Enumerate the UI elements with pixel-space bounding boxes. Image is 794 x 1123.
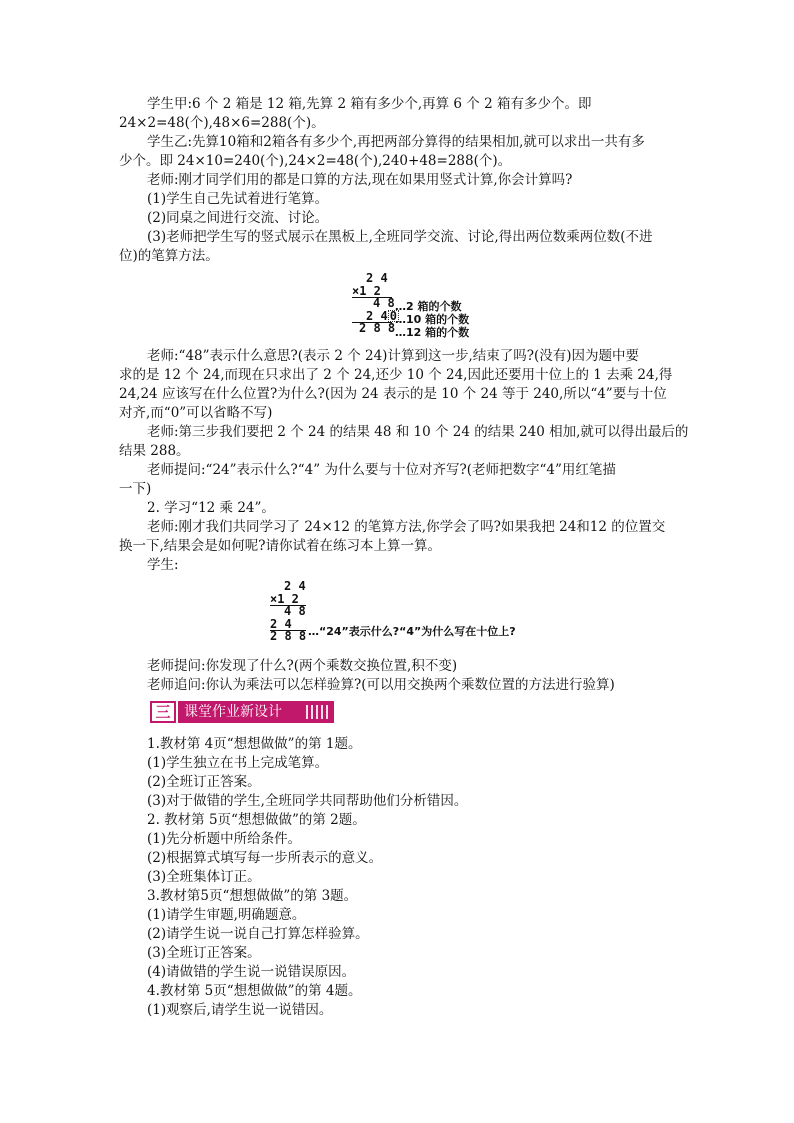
- paragraph-teacher-48-cont-3: 对齐,而“0”可以省略不写): [119, 405, 273, 421]
- section-number: 三: [150, 701, 176, 723]
- homework-item: (3)全班集体订正。: [147, 869, 261, 885]
- calc1-multiplicand: 2 4: [366, 271, 388, 285]
- homework-item: (4)请做错的学生说一说错误原因。: [147, 964, 356, 980]
- homework-item: 3.教材第5页“想想做做”的第 3题。: [147, 888, 358, 904]
- paragraph-teacher-asks: 老师提问:“24”表示什么?“4” 为什么要与十位对齐写?(老师把数字“4”用红笔描: [147, 462, 616, 478]
- vertical-calculation-2: [270, 580, 306, 643]
- calc2-multiplier: ×1 2: [270, 591, 299, 606]
- homework-item: 1.教材第 4页“想想做做”的第 1题。: [147, 736, 362, 752]
- homework-item: 4.教材第 5页“想想做做”的第 4题。: [147, 983, 362, 999]
- homework-item: (2)全班订正答案。: [147, 774, 261, 790]
- calc1-omitted-zero: 0: [389, 308, 397, 323]
- paragraph-student-b: 学生乙:先算10箱和2箱各有多少个,再把两部分算得的结果相加,就可以求出一共有多: [147, 134, 645, 150]
- homework-item: (3)全班订正答案。: [147, 945, 261, 961]
- paragraph-learn-12x24: 2. 学习“12 乘 24”。: [147, 500, 275, 516]
- calc2-multiplicand: 2 4: [284, 579, 306, 593]
- vertical-calculation-1: [352, 271, 397, 335]
- calc1-multiplier: ×1 2: [352, 283, 381, 298]
- paragraph-student-a-cont: 24×2=48(个),48×6=288(个)。: [119, 115, 325, 131]
- calc1-note-1: …2 箱的个数: [395, 300, 462, 313]
- paragraph-student-b-cont: 少个。即 24×10=240(个),24×2=48(个),240+48=288(个)。: [119, 153, 512, 169]
- paragraph-step-3-cont: 位)的笔算方法。: [119, 248, 219, 264]
- paragraph-teacher-48-cont-1: 求的是 12 个 24,而现在只求出了 2 个 24,还少 10 个 24,因此还要用十位上的 1 去乘 24,得: [119, 367, 673, 383]
- homework-item: 2. 教材第 5页“想想做做”的第 2题。: [147, 812, 366, 828]
- calc1-note-2: …10 箱的个数: [395, 313, 470, 326]
- paragraph-step-1: (1)学生自己先试着进行笔算。: [147, 191, 329, 207]
- paragraph-teacher-question: 老师:刚才同学们用的都是口算的方法,现在如果用竖式计算,你会计算吗?: [147, 172, 573, 188]
- paragraph-teacher-swap-cont: 换一下,结果会是如何呢?请你试着在练习本上算一算。: [119, 538, 442, 554]
- homework-item: (2)根据算式填写每一步所表示的意义。: [147, 850, 383, 866]
- paragraph-teacher-step3-cont: 结果 288。: [119, 443, 190, 459]
- paragraph-student-label: 学生:: [147, 557, 179, 573]
- paragraph-teacher-swap: 老师:刚才我们共同学习了 24×12 的笔算方法,你学会了吗?如果我把 24和12 的位置交: [147, 519, 666, 535]
- calc2-partial-1: 4 8: [284, 604, 306, 618]
- paragraph-step-2: (2)同桌之间进行交流、讨论。: [147, 210, 329, 226]
- paragraph-teacher-discover: 老师提问:你发现了什么?(两个乘数交换位置,积不变): [147, 658, 458, 674]
- paragraph-teacher-asks-cont: 一下): [119, 481, 152, 497]
- calc1-partial-2-digits: 2 4: [366, 308, 388, 323]
- calc2-product: 2 8 8: [270, 629, 307, 643]
- calc1-note-3: …12 箱的个数: [395, 326, 470, 339]
- section-banner: [150, 701, 334, 723]
- homework-item: (1)请学生审题,明确题意。: [147, 907, 306, 923]
- paragraph-teacher-48: 老师:“48”表示什么意思?(表示 2 个 24)计算到这一步,结束了吗?(没有)因为题中要: [147, 348, 640, 364]
- paragraph-teacher-48-cont-2: 24,24 应该写在什么位置?为什么?(因为 24 表示的是 10 个 24 等于 240,所以“4”要与十位: [119, 386, 667, 402]
- banner-stripes-decoration: [306, 705, 330, 719]
- homework-item: (2)请学生说一说自己打算怎样验算。: [147, 926, 369, 942]
- paragraph-step-3: (3)老师把学生写的竖式展示在黑板上,全班同学交流、讨论,得出两位数乘两位数(不进: [147, 229, 653, 245]
- homework-item: (1)先分析题中所给条件。: [147, 831, 302, 847]
- paragraph-student-a: 学生甲:6 个 2 箱是 12 箱,先算 2 箱有多少个,再算 6 个 2 箱有多少个。即: [147, 96, 592, 112]
- homework-item: (1)学生独立在书上完成笔算。: [147, 755, 329, 771]
- calc2-partial-2: 2 4: [270, 616, 292, 631]
- paragraph-teacher-step3: 老师:第三步我们要把 2 个 24 的结果 48 和 10 个 24 的结果 240 相加,就可以得出最后的: [147, 424, 689, 440]
- calc2-note: …“24”表示什么?“4”为什么写在十位上?: [308, 625, 516, 638]
- homework-item: (3)对于做错的学生,全班同学共同帮助他们分析错因。: [147, 793, 468, 809]
- section-title: 课堂作业新设计: [178, 701, 334, 723]
- homework-item: (1)观察后,请学生说一说错因。: [147, 1002, 333, 1018]
- calc1-product: 2 8 8: [359, 321, 396, 335]
- calc1-partial-1: 4 8: [373, 296, 395, 310]
- paragraph-teacher-verify: 老师追问:你认为乘法可以怎样验算?(可以用交换两个乘数位置的方法进行验算): [147, 677, 615, 693]
